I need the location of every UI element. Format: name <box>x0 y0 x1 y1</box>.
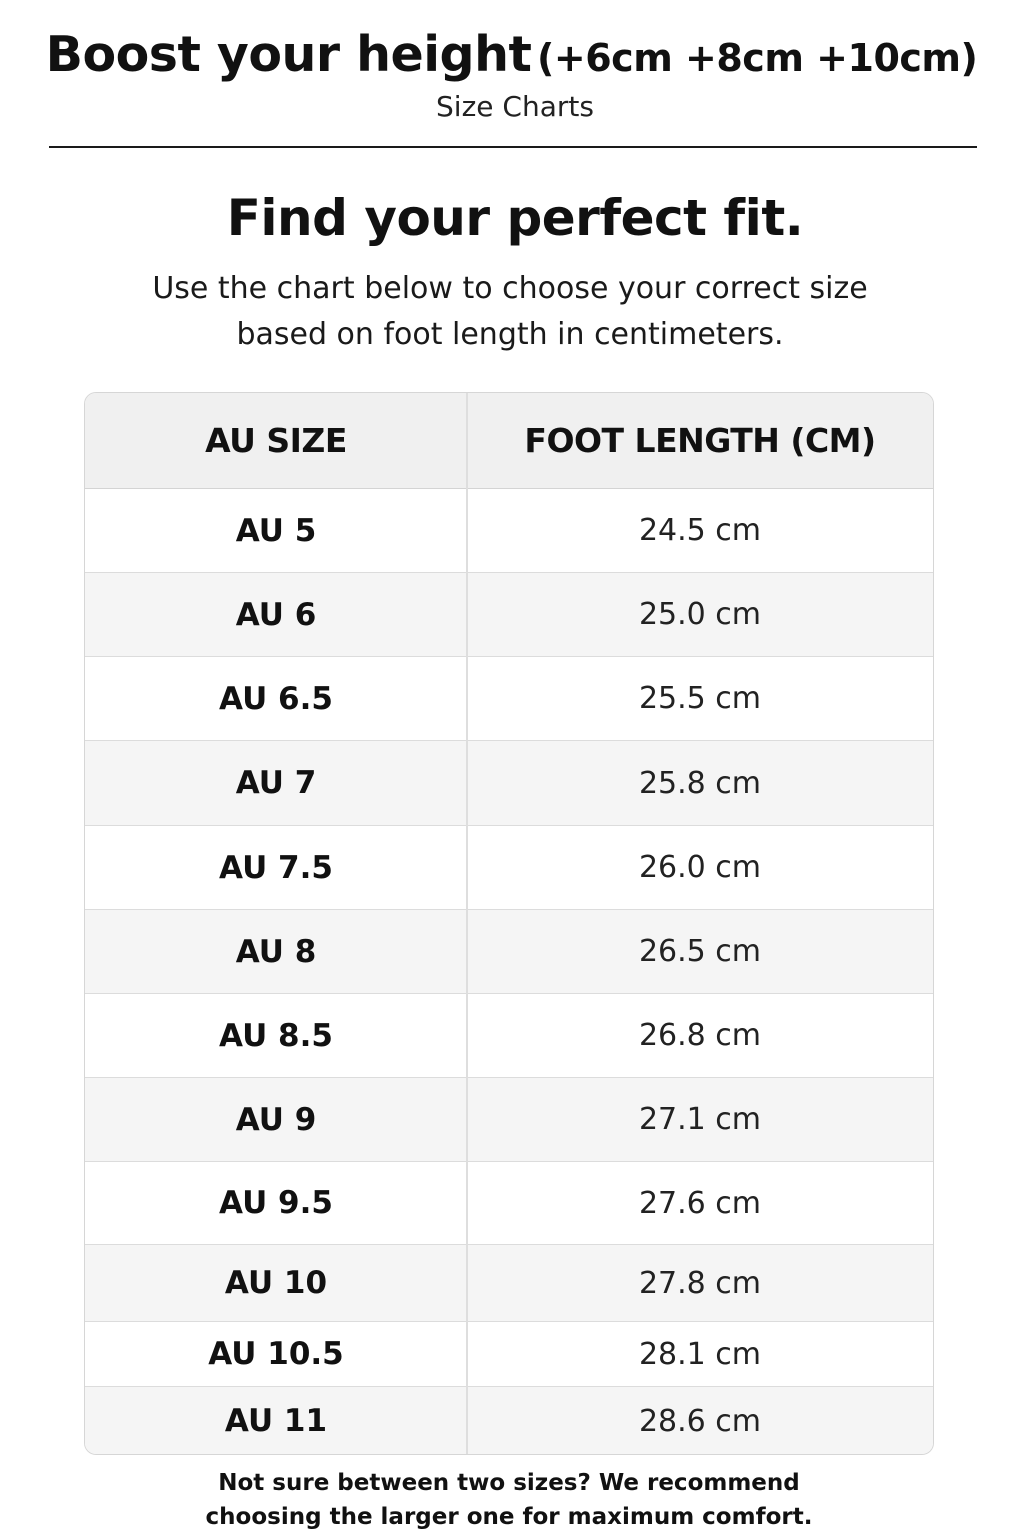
sizing-tip-line-1: Not sure between two sizes? We recommend <box>218 1470 800 1496</box>
table-row <box>85 910 933 994</box>
header-au-size: AU SIZE <box>205 421 347 460</box>
size-cell: AU 6 <box>235 596 317 633</box>
table-row <box>85 573 933 657</box>
length-cell: 25.0 cm <box>638 597 762 632</box>
length-cell: 27.8 cm <box>638 1265 762 1301</box>
size-cell: AU 10 <box>224 1265 328 1301</box>
header-foot-length: FOOT LENGTH (CM) <box>524 421 876 460</box>
table-header-row <box>85 393 933 489</box>
length-cell: 26.8 cm <box>638 1018 762 1053</box>
intro-line-2: based on foot length in centimeters. <box>236 317 784 352</box>
page-title-suffix: (+6cm +8cm +10cm) <box>537 36 978 80</box>
length-cell: 26.5 cm <box>638 934 762 969</box>
length-cell: 25.8 cm <box>638 765 762 801</box>
length-cell: 27.6 cm <box>638 1185 762 1221</box>
page-title <box>0 26 1023 83</box>
sizing-tip-line-2: choosing the larger one for maximum comfort. <box>205 1504 813 1530</box>
table-row <box>85 1322 933 1387</box>
length-cell: 24.5 cm <box>638 513 762 548</box>
table-row <box>85 1162 933 1245</box>
intro-text <box>0 266 1020 358</box>
size-chart-table <box>84 392 934 1455</box>
size-cell: AU 10.5 <box>208 1336 344 1372</box>
length-cell: 28.6 cm <box>638 1403 762 1439</box>
sizing-tip <box>0 1466 1018 1534</box>
size-cell: AU 8.5 <box>219 1017 333 1054</box>
table-row <box>85 741 933 826</box>
header-divider <box>49 146 977 148</box>
size-cell: AU 7.5 <box>219 849 333 886</box>
size-cell: AU 5 <box>235 512 317 549</box>
table-row <box>85 489 933 573</box>
size-cell: AU 8 <box>235 933 317 970</box>
table-row <box>85 1078 933 1162</box>
table-row <box>85 826 933 910</box>
section-heading: Find your perfect fit. <box>226 189 804 247</box>
size-cell: AU 7 <box>235 765 317 801</box>
column-divider <box>466 393 468 1454</box>
length-cell: 27.1 cm <box>638 1102 762 1137</box>
table-body <box>85 489 933 1455</box>
size-cell: AU 11 <box>224 1403 328 1439</box>
page-subtitle: Size Charts <box>436 90 594 123</box>
table-row <box>85 1245 933 1322</box>
page-header <box>0 0 1023 150</box>
length-cell: 25.5 cm <box>638 681 762 716</box>
length-cell: 26.0 cm <box>638 850 762 885</box>
page-title-main: Boost your height <box>45 26 532 83</box>
length-cell: 28.1 cm <box>638 1336 762 1372</box>
table-row <box>85 994 933 1078</box>
size-cell: AU 9 <box>235 1101 317 1138</box>
table-row <box>85 1387 933 1455</box>
table-row <box>85 657 933 741</box>
size-cell: AU 9.5 <box>219 1185 333 1221</box>
size-cell: AU 6.5 <box>219 680 333 717</box>
intro-line-1: Use the chart below to choose your correct size <box>152 271 868 306</box>
